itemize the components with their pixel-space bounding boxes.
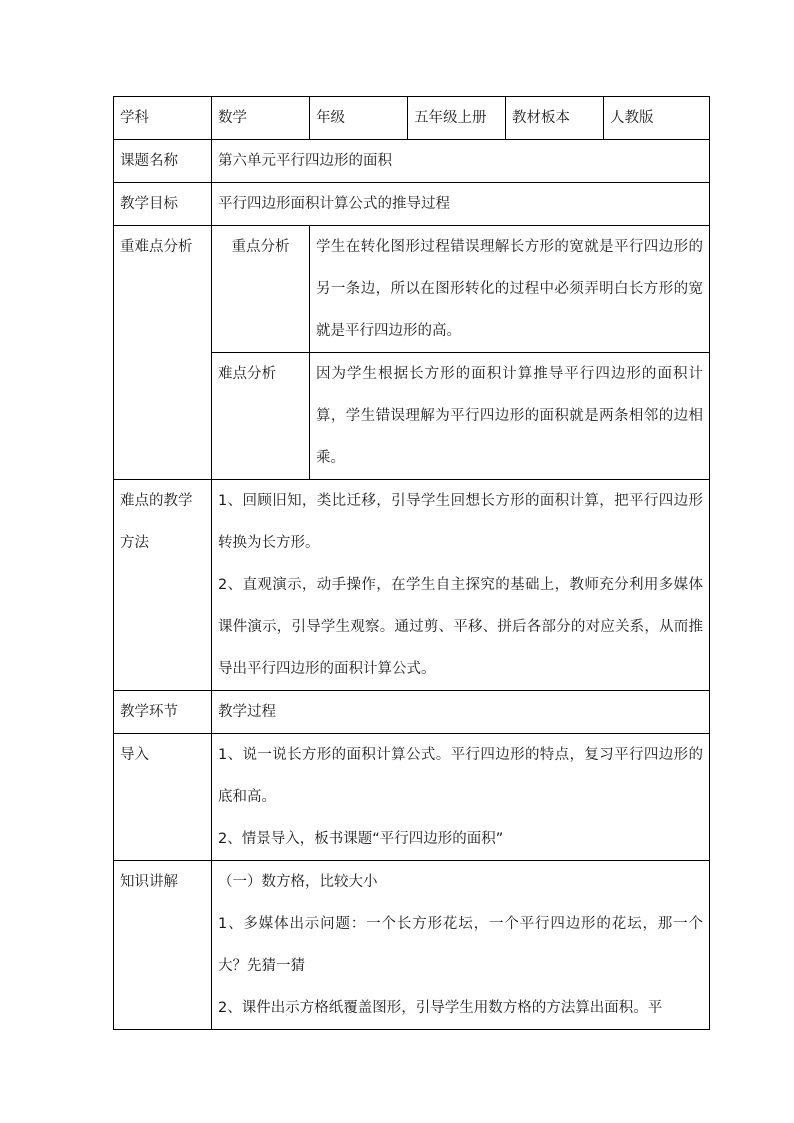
key-point-row	[114, 226, 710, 353]
process-stage-label: 教学环节	[114, 691, 212, 734]
method-paragraph: 2、直观演示，动手操作，在学生自主探究的基础上，教师充分利用多媒体课件演示，引导学生观察。通过剪、平移、拼后各部分的对应关系，从而推导出平行四边形的面积计算公式。	[218, 577, 703, 677]
goal-row	[114, 183, 710, 226]
intro-paragraph: 1、说一说长方形的面积计算公式。平行四边形的特点，复习平行四边形的底和高。	[218, 747, 703, 805]
grade-label: 年级	[310, 97, 408, 140]
lecture-row	[114, 861, 710, 1030]
difficult-point-paragraph: 因为学生根据长方形的面积计算推导平行四边形的面积计算，学生错误理解为平行四边形的面积就是两条相邻的边相乘。	[316, 366, 703, 466]
lecture-paragraph: （一）数方格，比较大小	[218, 874, 378, 890]
intro-label: 导入	[114, 734, 212, 861]
subject-value: 数学	[212, 97, 310, 140]
method-row	[114, 480, 710, 691]
process-label: 教学过程	[212, 691, 710, 734]
lesson-plan-table	[113, 96, 710, 1030]
lecture-paragraph: 2、课件出示方格纸覆盖图形，引导学生用数方格的方法算出面积。平	[218, 1000, 663, 1016]
key-point-label: 重点分析	[212, 226, 310, 353]
grade-value: 五年级上册	[408, 97, 506, 140]
process-header-row	[114, 691, 710, 734]
edition-value: 人教版	[604, 97, 710, 140]
topic-label: 课题名称	[114, 140, 212, 183]
header-row	[114, 97, 710, 140]
key-point-text	[310, 226, 710, 353]
intro-content	[212, 734, 710, 861]
topic-row	[114, 140, 710, 183]
difficult-point-text	[310, 353, 710, 480]
goal-value: 平行四边形面积计算公式的推导过程	[212, 183, 710, 226]
analysis-label: 重难点分析	[114, 226, 212, 480]
intro-row	[114, 734, 710, 861]
lecture-content	[212, 861, 710, 1030]
topic-value: 第六单元平行四边形的面积	[212, 140, 710, 183]
lecture-label: 知识讲解	[114, 861, 212, 1030]
edition-label: 教材板本	[506, 97, 604, 140]
method-paragraph: 1、回顾旧知，类比迁移，引导学生回想长方形的面积计算，把平行四边形转换为长方形。	[218, 493, 703, 551]
lecture-paragraph: 1、多媒体出示问题：一个长方形花坛，一个平行四边形的花坛，那一个大？先猜一猜	[218, 916, 703, 974]
difficult-point-label: 难点分析	[212, 353, 310, 480]
subject-label: 学科	[114, 97, 212, 140]
goal-label: 教学目标	[114, 183, 212, 226]
intro-paragraph: 2、情景导入，板书课题“平行四边形的面积”	[218, 831, 504, 847]
method-label: 难点的教学方法	[114, 480, 212, 691]
key-point-paragraph: 学生在转化图形过程错误理解长方形的宽就是平行四边形的另一条边，所以在图形转化的过程中必须弄明白长方形的宽就是平行四边形的高。	[316, 239, 703, 339]
method-content	[212, 480, 710, 691]
